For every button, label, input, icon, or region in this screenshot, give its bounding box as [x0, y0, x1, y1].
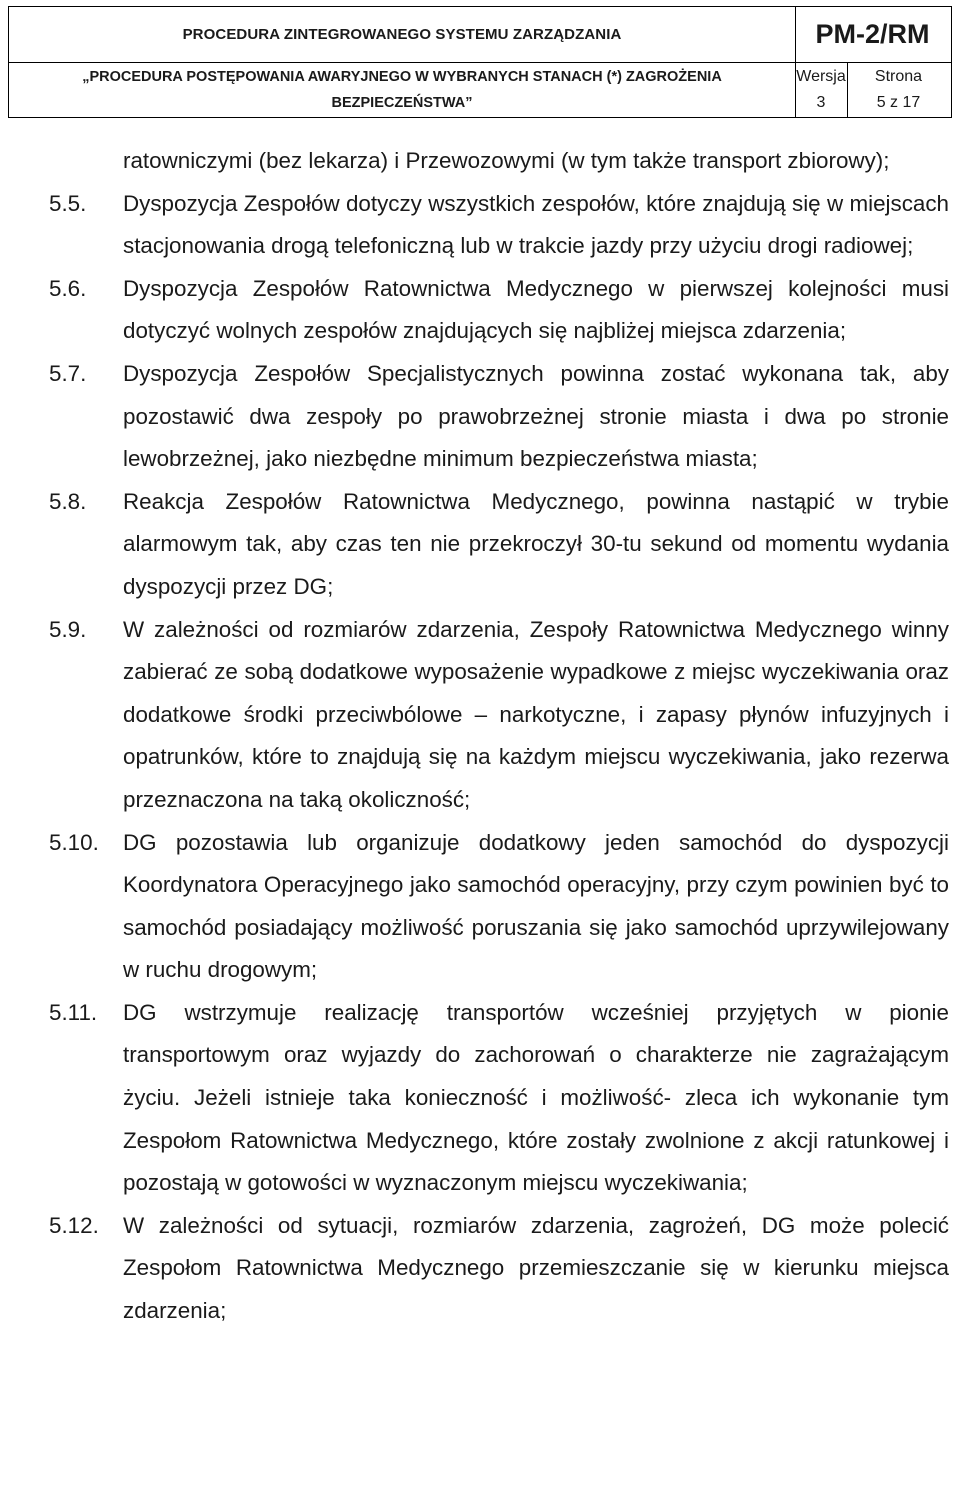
list-item [49, 822, 949, 992]
item-number: 5.5. [49, 190, 87, 216]
item-number: 5.12. [49, 1212, 99, 1238]
item-text: DG pozostawia lub organizuje dodatkowy jeden samochód do dyspozycji Koordynatora Operacyjnego jako samochód operacyjny, przy czym powinien być to samochód posiadający możliwość poruszania się jako samochód uprzywilejowany w ruchu drogowym; [123, 829, 949, 983]
item-text: Dyspozycja Zespołów Specjalistycznych powinna zostać wykonana tak, aby pozostawić dwa zespoły po prawobrzeżnej stronie miasta i dwa po stronie lewobrzeżnej, jako niezbędne minimum bezpieczeństwa miasta; [123, 360, 949, 472]
item-text: Dyspozycja Zespołów dotyczy wszystkich zespołów, które znajdują się w miejscach stacjonowania drogą telefoniczną lub w trakcie jazdy przy użyciu drogi radiowej; [123, 190, 949, 259]
item-text: Reakcja Zespołów Ratownictwa Medycznego, powinna nastąpić w trybie alarmowym tak, aby czas ten nie przekroczył 30-tu sekund od momentu wydania dyspozycji przez DG; [123, 488, 949, 599]
list-item [49, 183, 949, 268]
item-number: 5.8. [49, 488, 87, 514]
continued-paragraph: ratowniczymi (bez lekarza) i Przewozowymi (w tym także transport zbiorowy); [123, 148, 890, 173]
item-text: Dyspozycja Zespołów Ratownictwa Medycznego w pierwszej kolejności musi dotyczyć wolnych zespołów znajdujących się najbliżej miejsca zdarzenia; [123, 275, 949, 344]
item-number: 5.6. [49, 275, 87, 301]
version-label: Wersja [796, 67, 846, 85]
version-value: 3 [816, 93, 826, 111]
item-text: DG wstrzymuje realizację transportów wcześniej przyjętych w pionie transportowym oraz wyjazdy do zachorowań o charakterze nie zagrażającym życiu. Jeżeli istnieje taka konieczność i możliwość- zleca ich wykonanie tym Zespołom Ratownictwa Medycznego, które zostały zwolnione z akcji ratunkowej i pozostają w gotowości w wyznaczonym miejscu wyczekiwania; [123, 999, 949, 1196]
item-number: 5.7. [49, 360, 87, 386]
list-item [49, 268, 949, 353]
version-cell [795, 62, 847, 117]
page-number: 5 z 17 [876, 93, 921, 111]
document-body [49, 140, 949, 1333]
list-item [49, 1205, 949, 1333]
page-label: Strona [874, 67, 923, 85]
list-item [49, 353, 949, 481]
procedure-title: „PROCEDURA POSTĘPOWANIA AWARYJNEGO W WYBRANYCH STANACH (*) ZAGROŻENIA BEZPIECZEŃSTWA” [82, 68, 722, 111]
document-code: PM-2/RM [815, 19, 930, 49]
page-cell [847, 62, 950, 117]
item-number: 5.11. [49, 999, 98, 1025]
list-item [49, 609, 949, 822]
item-text: W zależności od sytuacji, rozmiarów zdarzenia, zagrożeń, DG może polecić Zespołom Ratownictwa Medycznego przemieszczanie się w kierunku miejsca zdarzenia; [123, 1212, 949, 1324]
item-number: 5.9. [49, 616, 87, 642]
document-header [8, 6, 952, 118]
item-text: W zależności od rozmiarów zdarzenia, Zespoły Ratownictwa Medycznego winny zabierać ze sobą dodatkowe wyposażenie wypadkowe z miejsc wyczekiwania oraz dodatkowe środki przeciwbólowe – narkotyczne, i zapasy płynów infuzyjnych i opatrunków, które to znajdują się na każdym miejscu wyczekiwania, jako rezerwa przeznaczona na taką okoliczność; [123, 616, 949, 812]
list-item [49, 481, 949, 609]
document-system-title: PROCEDURA ZINTEGROWANEGO SYSTEMU ZARZĄDZANIA [182, 26, 622, 43]
list-item [49, 992, 949, 1205]
item-number: 5.10. [49, 829, 99, 855]
